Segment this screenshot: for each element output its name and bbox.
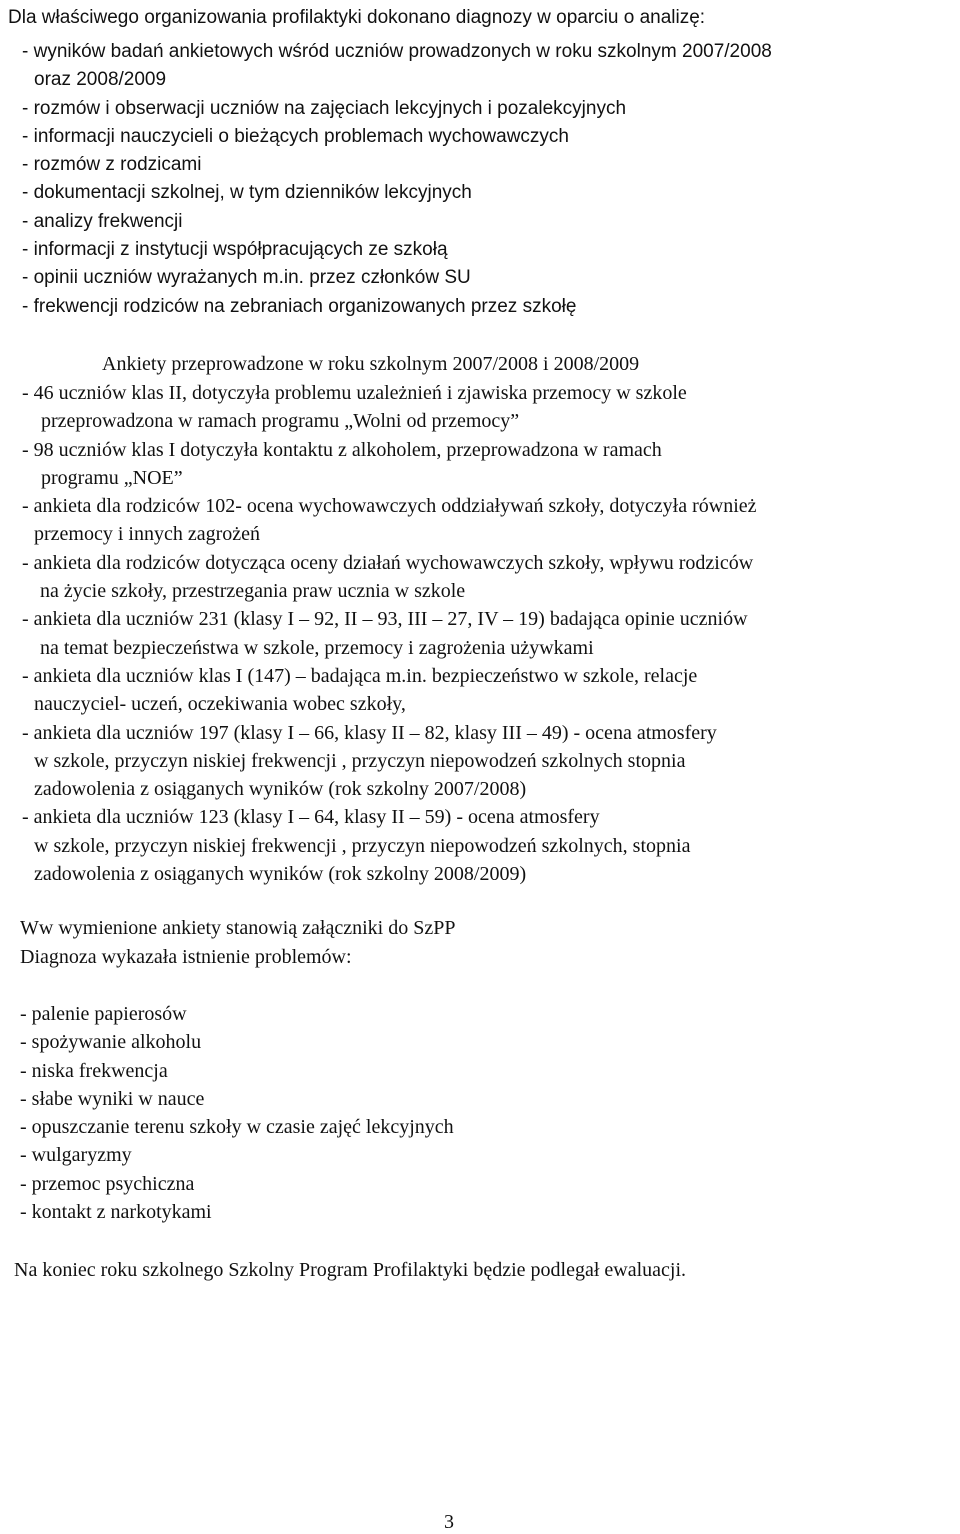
list-item-text: - ankieta dla rodziców 102- ocena wychowawczych oddziaływań szkoły, dotyczyła również [22, 495, 757, 518]
list-item: - palenie papierosów [20, 1003, 187, 1025]
list-item [22, 605, 956, 662]
list-item-continuation: na temat bezpieczeństwa w szkole, przemocy i zagrożenia używkami [40, 636, 594, 659]
list-item: - rozmów i obserwacji uczniów na zajęciach lekcyjnych i pozalekcyjnych [22, 97, 627, 119]
list-item-text: - ankieta dla rodziców dotycząca oceny działań wychowawczych szkoły, wpływu rodziców [22, 551, 754, 574]
list-item: - niska frekwencja [20, 1059, 168, 1082]
list-item: - rozmów z rodzicami [22, 154, 202, 176]
list-item [22, 436, 956, 493]
list-item: - opinii uczniów wyrażanych m.in. przez członków SU [22, 267, 471, 289]
list-item [22, 719, 956, 804]
closing-paragraph: Na koniec roku szkolnego Szkolny Program Profilaktyki będzie podlegał ewaluacji. [14, 1259, 687, 1281]
list-item-text: - ankieta dla uczniów klas I (147) – badająca m.in. bezpieczeństwo w szkole, relacje [22, 664, 698, 687]
list-item: - przemoc psychiczna [20, 1172, 195, 1195]
list-item: - informacji nauczycieli o bieżących problemach wychowawczych [22, 125, 569, 147]
list-item [22, 379, 956, 436]
list-item-continuation: przemocy i innych zagrożeń [34, 523, 261, 546]
list-item-text: - 46 uczniów klas II, dotyczyła problemu uzależnień i zjawiska przemocy w szkole [22, 382, 687, 404]
list-item [22, 549, 956, 606]
attachment-note: Ww wymienione ankiety stanowią załączniki do SzPP [20, 917, 456, 939]
list-item-text: - ankieta dla uczniów 123 (klasy I – 64, klasy II – 59) - ocena atmosfery [22, 806, 600, 829]
list-item: - analizy frekwencji [22, 210, 183, 232]
list-item: - spożywanie alkoholu [20, 1031, 202, 1054]
list-item: - słabe wyniki w nauce [20, 1087, 205, 1110]
list-item-continuation: zadowolenia z osiąganych wyników (rok szkolny 2007/2008) [34, 778, 527, 801]
list-item-text: - ankieta dla uczniów 231 (klasy I – 92, II – 93, III – 27, IV – 19) badająca opinie uczniów [22, 608, 748, 631]
list-item: - dokumentacji szkolnej, w tym dzienników lekcyjnych [22, 182, 472, 204]
list-item-continuation: w szkole, przyczyn niskiej frekwencji , przyczyn niepowodzeń szkolnych stopnia [34, 749, 686, 772]
page-number: 3 [444, 1511, 454, 1533]
list-item-text: - wyników badań ankietowych wśród uczniów prowadzonych w roku szkolnym 2007/2008 [22, 41, 772, 62]
list-item-continuation: oraz 2008/2009 [34, 69, 167, 91]
list-item-continuation: zadowolenia z osiąganych wyników (rok szkolny 2008/2009) [34, 863, 527, 886]
list-item [22, 492, 956, 549]
intro-paragraph: Dla właściwego organizowania profilaktyki dokonano diagnozy w oparciu o analizę: [8, 7, 706, 28]
list-item: - opuszczanie terenu szkoły w czasie zajęć lekcyjnych [20, 1116, 454, 1139]
survey-heading: Ankiety przeprowadzone w roku szkolnym 2007/2008 i 2008/2009 [102, 353, 640, 375]
diagnosis-sources-list [22, 38, 956, 321]
list-item [22, 803, 956, 888]
list-item-continuation: w szkole, przyczyn niskiej frekwencji , przyczyn niepowodzeń szkolnych, stopnia [34, 834, 691, 857]
list-item-continuation: przeprowadzona w ramach programu „Wolni od przemocy” [41, 410, 520, 433]
list-item-text: - ankieta dla uczniów 197 (klasy I – 66, klasy II – 82, klasy III – 49) - ocena atmosfery [22, 721, 717, 744]
list-item: - frekwencji rodziców na zebraniach organizowanych przez szkołę [22, 295, 577, 317]
list-item-text: - 98 uczniów klas I dotyczyła kontaktu z alkoholem, przeprowadzona w ramach [22, 438, 662, 461]
list-item-continuation: na życie szkoły, przestrzegania praw ucznia w szkole [40, 580, 466, 603]
list-item-continuation: nauczyciel- uczeń, oczekiwania wobec szkoły, [34, 693, 406, 716]
list-item: - wulgaryzmy [20, 1144, 132, 1167]
problems-list [20, 1000, 454, 1226]
list-item [22, 38, 956, 95]
list-item: - kontakt z narkotykami [20, 1201, 212, 1224]
list-item-continuation: programu „NOE” [41, 466, 183, 489]
diagnosis-heading: Diagnoza wykazała istnienie problemów: [20, 946, 352, 968]
list-item: - informacji z instytucji współpracujących ze szkołą [22, 239, 448, 261]
survey-list [22, 379, 956, 888]
list-item [22, 662, 956, 719]
